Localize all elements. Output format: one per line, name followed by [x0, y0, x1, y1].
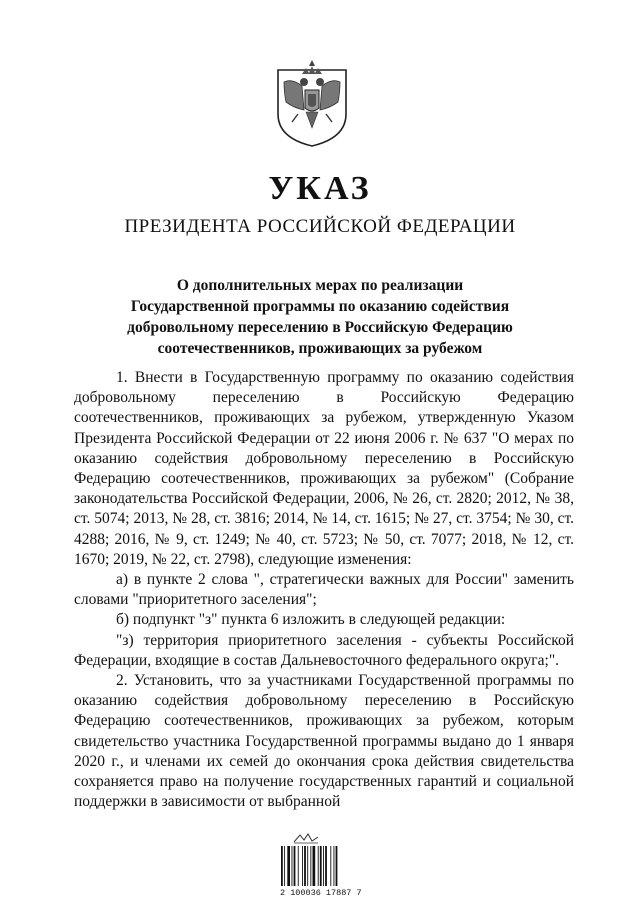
barcode-bar	[313, 846, 316, 886]
barcode-bar	[284, 846, 285, 886]
barcode-bar	[310, 846, 311, 886]
barcode-bar	[304, 846, 306, 886]
barcode-bar	[320, 846, 322, 886]
heading-line: добровольному переселению в Российскую Федерацию	[127, 319, 513, 336]
heading-line: О дополнительных мерах по реализации	[176, 277, 464, 294]
barcode-bar	[294, 846, 296, 886]
decree-body	[74, 368, 574, 812]
barcode-bar	[325, 846, 327, 886]
paragraph-1b-text: "з) территория приоритетного заселения - субъекты Российской Федерации, входящие в состав Дальневосточного федерального округа;".	[74, 631, 574, 669]
barcode-bar	[292, 846, 293, 886]
paragraph-2: 2. Установить, что за участниками Государственной программы по оказанию содействия добровольному переселению в Российскую Федерацию соотечественников, проживающих за рубежом, которым свидетельство участника Государственной программы выдано до 1 января 2020 г., и членами их семей до окончания срока действия свидетельства сохраняется право на получение государственных гарантий и социальной поддержки в зависимости от выбранной	[74, 672, 574, 811]
coat-of-arms-emblem-icon	[272, 52, 352, 148]
barcode-bar	[330, 846, 331, 886]
barcode-bar	[281, 846, 283, 886]
barcode-bar	[318, 846, 319, 886]
barcode-bar	[298, 846, 299, 886]
paragraph-1b: б) подпункт "з" пункта 6 изложить в следующей редакции:	[116, 611, 506, 629]
stamp-mark-icon	[292, 832, 320, 844]
barcode-icon	[280, 846, 356, 888]
barcode-bar	[323, 846, 324, 886]
paragraph-1: 1. Внести в Государственную программу по оказанию содействия добровольному переселению в Российскую Федерацию соотечественников, проживающих за рубежом, утвержденную Указом Президента Российской Федерации от 22 июня 2006 г. № 637 "О мерах по оказанию содействия добровольному переселению в Российскую Федерацию соотечественников, проживающих за рубежом" (Собрание законодательства Российской Федерации, 2006, № 26, ст. 2820; 2012, № 38, ст. 5074; 2013, № 28, ст. 3816; 2014, № 14, ст. 1615; № 27, ст. 3754; № 30, ст. 4288; 2016, № 9, ст. 1249; № 40, ст. 5723; № 50, ст. 7077; 2018, № 12, ст. 1670; 2019, № 22, ст. 2798), следующие изменения:	[74, 369, 574, 568]
decree-heading	[60, 275, 580, 359]
barcode-bar	[336, 846, 338, 886]
paragraph-1a: а) в пункте 2 слова ", стратегически важных для России" заменить словами "приоритетного заселения";	[74, 571, 574, 609]
barcode-bar	[334, 846, 335, 886]
decree-subtitle: ПРЕЗИДЕНТА РОССИЙСКОЙ ФЕДЕРАЦИИ	[124, 216, 516, 237]
decree-title: УКАЗ	[268, 170, 372, 207]
barcode-bar	[307, 846, 308, 886]
barcode-number: 2 100036 17887 7	[280, 888, 362, 898]
heading-line: соотечественников, проживающих за рубежом	[157, 340, 483, 357]
heading-line: Государственной программы по оказанию содействия	[130, 298, 510, 315]
document-footer	[280, 832, 360, 902]
barcode-bar	[287, 846, 290, 886]
barcode-bar	[302, 846, 303, 886]
